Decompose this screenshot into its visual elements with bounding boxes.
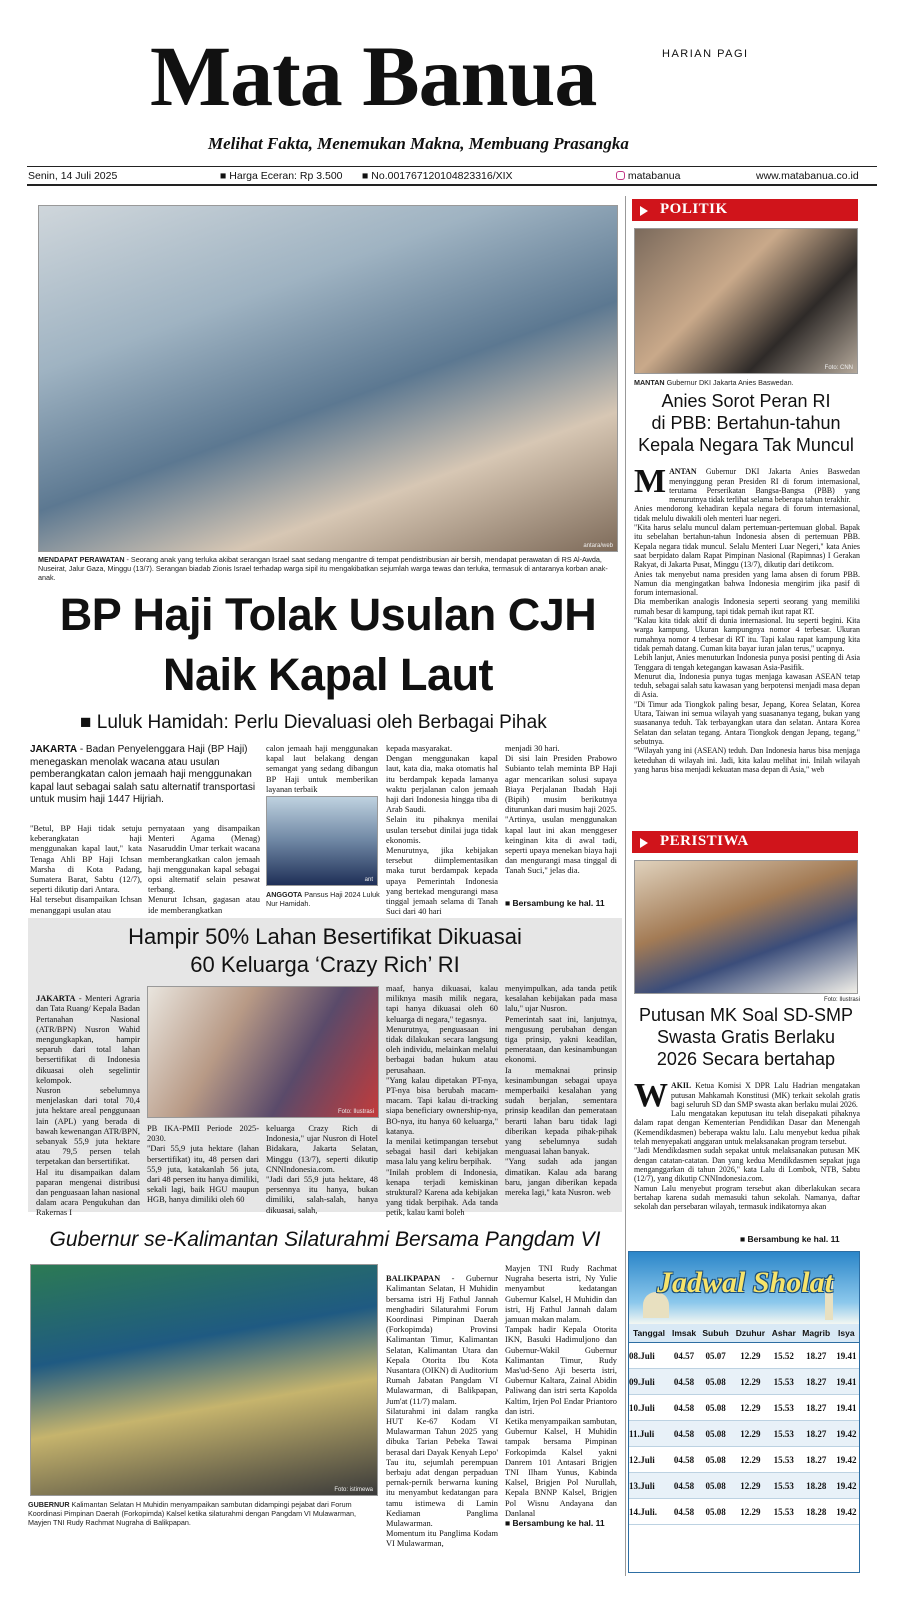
main-lead: [30, 744, 260, 822]
sholat-col-header: Imsak: [669, 1324, 699, 1343]
sholat-time-cell: 19.42: [834, 1447, 859, 1473]
sholat-date-cell: 12.Juli: [629, 1447, 669, 1473]
sholat-rows: [629, 1343, 859, 1525]
lead-text: - Badan Penyelenggara Haji (BP Haji) menegaskan menolak wacana atau usulan pemberangkatan calon jemaah haji menggunakan kapal laut sebagai salah satu alternatif transportasi untuk musim haji 1447 Hijriah.: [30, 744, 256, 805]
peristiwa-headline-1: Putusan MK Soal SD-SMP: [638, 1005, 854, 1025]
story-three-col-2: Mayjen TNI Rudy Rachmat Nugraha beserta istri, Ny Yulie menyambut kedatangan Gubernur Kalsel, H Muhidin dan istri, Hj Fathul Jannah dalam jamuan makan malam. Tampak hadir Kepala Otorita IKN, Basuki Hadimuljono dan Gubernur-Wakil Gubernur Kalimantan Timur, Rudy Mas'ud-Seno Aji beserta istri, Gubernur Kaltara, Zainal Abidin Paliwang dan istri serta Kapolda Kaltim, Irjen Pol Endar Priantoro dan istri. Ketika menyampaikan sambutan, Gubernur Kalsel, H Muhidin tampak bersama Pimpinan Forkopimda Kalsel yakni Danrem 101 Antasari Brigjen TNI Ilham Yunus, Kabinda Kalsel, Brigjen Pol Nurullah, Kepala BNNP Kalsel, Brigjen Pol Wisnu Andayana dan Danlanal: [505, 1264, 617, 1518]
politik-caption-lead: MANTAN: [634, 378, 665, 387]
story-three-col-1-text: - Gubernur Kalimantan Selatan, H Muhidin bersama istri Hj Fathul Jannah menghadiri Silaturahmi Forum Koordinasi Pimpinan Daerah (Forkopimda) Provinsi Kalimantan Timur, Kalimantan Selatan, Kalimantan Utara dan Kepala Otorita Ibu Kota Nusantara (OIKN) di Auditorium Rumah Jabatan Pangdam VI Mulawarman, di Balikpapan, Jum'at (11/7) malam. Silaturahmi ini dalam rangka HUT Ke-67 Kodam VI Mulawarman Tahun 2025 yang dibuka Tarian Pebeka Tawai berasal dari Dayak Kenyah Lepo' Tau itu, sejumlah perempuan berbaju adat dengan perpaduan pernak-pernik berwarna kuning itu menyambut kedatangan para tamu istimewa di Lamin Kediaman Panglima Mulawarman. Momentum itu Panglima Kodam VI Mulawarman,: [386, 1274, 498, 1549]
sholat-time-cell: 12.29: [732, 1343, 769, 1369]
subhead-text: Luluk Hamidah: Perlu Dievaluasi oleh Berbagai Pihak: [96, 712, 547, 733]
sholat-col-header: Subuh: [699, 1324, 732, 1343]
politik-photo-credit: Foto: CNN: [824, 365, 853, 371]
main-col-5: menjadi 30 hari. Di sisi lain Presiden Prabowo Subianto telah meminta BP Haji agar mencarikan solusi supaya Biaya Perjalanan Ibadah Haji (Bipih) musim berikutnya diturunkan dari musim haji 2025. "Artinya, usulan menggunakan kapal laut ini akan menggeser keinginan kita di awal tadi, seperti upaya menekan biaya haji dan mengurangi masa tinggal di Tanah Suci," jelas dia.: [505, 744, 617, 876]
main-photo: [38, 205, 618, 552]
sholat-time-cell: 18.27: [799, 1343, 834, 1369]
main-continue[interactable]: ■ Bersambung ke hal. 11: [505, 898, 605, 908]
masthead: [0, 0, 904, 190]
sholat-time-cell: 18.28: [799, 1473, 834, 1499]
politik-headline: [630, 390, 862, 456]
peristiwa-section-tag: PERISTIWA: [632, 831, 858, 853]
sholat-col-header: Dzuhur: [732, 1324, 769, 1343]
sholat-time-cell: 04.58: [669, 1447, 699, 1473]
story-two-col-1: [36, 984, 140, 1218]
story-three-col-1: [386, 1264, 498, 1564]
sholat-row: [629, 1473, 859, 1499]
sholat-time-cell: 04.58: [669, 1369, 699, 1395]
inset-caption: [266, 890, 380, 908]
sholat-time-cell: 12.29: [732, 1499, 769, 1525]
sholat-time-cell: 05.08: [699, 1421, 732, 1447]
masthead-rule-bottom: [27, 184, 877, 186]
sholat-time-cell: 19.42: [834, 1499, 859, 1525]
caption-text: - Seorang anak yang terluka akibat serangan Israel saat sedang mengantre di tempat pendistribusian air bersih, mendapat perawatan di RS Al-Awda, Nuseirat, Jalur Gaza, Minggu (13/7). Serangan biadab Zionis Israel terhadap warga sipil itu mengakibatkan sejumlah warga tewas dan terluka, termasuk di antaranya korban anak-anak.: [38, 555, 608, 582]
price-text: Harga Eceran: Rp 3.500: [229, 170, 343, 182]
sholat-time-cell: 19.41: [834, 1369, 859, 1395]
sholat-time-cell: 05.08: [699, 1395, 732, 1421]
sholat-time-cell: 18.27: [799, 1447, 834, 1473]
sholat-time-cell: 18.27: [799, 1395, 834, 1421]
sholat-time-cell: 04.58: [669, 1395, 699, 1421]
square-bullet-icon: ■: [362, 170, 372, 182]
sholat-row: [629, 1343, 859, 1369]
politik-drop-word: ANTAN: [669, 467, 697, 477]
issue-text: No.001767120104823316/XIX: [371, 170, 513, 182]
peristiwa-dropcap: W: [634, 1077, 668, 1115]
masthead-tagline: Melihat Fakta, Menemukan Makna, Membuang Prasangka: [208, 134, 629, 153]
story-two-place: JAKARTA: [36, 994, 76, 1004]
sholat-col-header: Magrib: [799, 1324, 834, 1343]
politik-caption: [634, 378, 860, 387]
main-col-2: pernyataan yang disampaikan Menteri Agama (Menag) Nasaruddin Umar terkait wacana memberangkatkan calon jemaah haji menggunakan kapal sebagai opsi alternatif selain pesawat terbang. Menurut Ichsan, gagasan atau ide memberangkatkan: [148, 824, 260, 915]
main-col-4: kepada masyarakat. Dengan menggunakan kapal laut, kata dia, maka otomatis hal itu berdampak kepada lamanya waktu perjalanan calon jemaah haji dari Indonesia hingga tiba di Arab Saudi. Selain itu pihaknya menilai usulan tersebut dinilai juga tidak ekonomis. Menurutnya, jika kebijakan tersebut diimplementasikan maka turut berdampak kepada upaya Pemerintah Indonesia yang bertekad mengurangi masa tinggal jemaah selama di Tanah Suci dari 40 hari: [386, 744, 498, 917]
story-three-place: BALIKPAPAN: [386, 1274, 441, 1284]
main-col-1: "Betul, BP Haji tidak setuju keberangkatan haji menggunakan kapal laut," kata Tenaga Ahli BP Haji Ichsan Marsha di Kota Padang, Sumatera Barat, Sabtu (12/7), seperti dikutip dari Antara. Hal tersebut disampaikan Ichsan menanggapi usulan atau: [30, 824, 142, 915]
sholat-header: [629, 1252, 859, 1324]
sholat-time-cell: 15.53: [769, 1421, 799, 1447]
peristiwa-photo: [634, 860, 858, 994]
sholat-time-cell: 12.29: [732, 1395, 769, 1421]
sholat-time-cell: 04.58: [669, 1499, 699, 1525]
story-two-photo-credit: Foto: Ilustrasi: [337, 1109, 374, 1115]
sholat-time-cell: 05.08: [699, 1473, 732, 1499]
story-two-photo: [147, 986, 379, 1118]
square-bullet-icon: ■: [220, 170, 230, 182]
sholat-time-cell: 15.53: [769, 1369, 799, 1395]
instagram-icon: [616, 171, 625, 180]
story-three-caption-text: Kalimantan Selatan H Muhidin menyampaikan sambutan didampingi pejabat dari Forum Koordinasi Pimpinan Daerah (Forkopimda) Kalsel ketika silaturahmi dengan Pangdam VI Mulawarman, Mayjen TNI Rudy Rachmat Nugraha di Balikpapan.: [28, 1500, 356, 1527]
peristiwa-headline: [630, 1004, 862, 1070]
masthead-price: [220, 170, 343, 182]
sholat-header-row: [629, 1324, 859, 1343]
masthead-title: Mata Banua: [150, 28, 597, 124]
story-three-continue[interactable]: ■ Bersambung ke hal. 11: [505, 1518, 605, 1528]
sholat-row: [629, 1447, 859, 1473]
sholat-time-cell: 19.41: [834, 1343, 859, 1369]
story-three-headline: Gubernur se-Kalimantan Silaturahmi Bersama Pangdam VI: [49, 1228, 601, 1251]
caption-lead: MENDAPAT PERAWATAN: [38, 555, 125, 564]
story-three-caption: [28, 1500, 380, 1527]
story-two-col-1-text: - Menteri Agraria dan Tata Ruang/ Kepala Badan Pertanahan Nasional (ATR/BPN) Nusron Wahid mengungkapkan, hampir separuh dari total lahan bersertifikat di Indonesia dikuasai oleh segelintir kelompok. Nusron sebelumnya menjelaskan dari total 70,4 juta hektare areal penggunaan lain (APL) yang berada di bawah kewenangan ATR/BPN, sebanyak 55,9 juta hektare atau 79,5 persen telah terpetakan dan bersertifikat. Hal itu disampaikan dalam paparan mengenai distribusi dan penguasaan lahan nasional dalam acara Pengukuhan dan Rakernas I: [36, 994, 140, 1218]
story-three-photo-credit: Foto: istimewa: [334, 1487, 373, 1493]
sholat-col-header: Ashar: [769, 1324, 799, 1343]
masthead-date: Senin, 14 Juli 2025: [28, 170, 118, 182]
inset-photo: [266, 796, 378, 886]
peristiwa-headline-2: Swasta Gratis Berlaku: [656, 1027, 836, 1047]
masthead-social[interactable]: [616, 170, 680, 182]
peristiwa-headline-3: 2026 Secara bertahap: [656, 1049, 836, 1069]
peristiwa-body-text: Ketua Komisi X DPR Lalu Hadrian mengatakan putusan Mahkamah Konstitusi (MK) terkait sekolah gratis bagi seluruh SD dan SMP swasta akan berlaku mulai 2026. Lalu mengatakan keputusan itu telah disepakati pihaknya dalam rapat dengan Kementerian Pendidikan Dasar dan Menengah (Kemendikdasmen) beberapa waktu lalu. Lalu menyebut kedua pihak telah menyepakati anggaran untuk melaksanakan program tersebut. "Jadi Mendikdasmen sudah sepakat untuk melaksanakan putusan MK dengan catatan-catatan. Dan yang kedua Mendikdasmen sepakat juga menganggarkan di tahun 2026," kata Lalu di Lombok, NTB, Sabtu (12/7), yang dikutip CNNIndonesia.com. Namun Lalu menyebut program tersebut akan diberlakukan secara bertahap karena sudah memasuki tahun sekolah. Namanya, daftar sekolah dan persebaran wilayah, termasuk indikatornya akan: [634, 1081, 860, 1212]
politik-headline-2: di PBB: Bertahun-tahun: [651, 413, 841, 433]
sholat-col-header: Isya: [834, 1324, 859, 1343]
politik-dropcap: M: [634, 463, 667, 501]
sholat-time-cell: 12.29: [732, 1447, 769, 1473]
masthead-website[interactable]: www.matabanua.co.id: [756, 170, 859, 182]
masthead-edition: HARIAN PAGI: [662, 48, 749, 60]
lead-place: JAKARTA: [30, 744, 78, 755]
masthead-issue: [362, 170, 513, 182]
sholat-time-cell: 05.08: [699, 1369, 732, 1395]
inset-photo-credit: ant: [364, 877, 373, 883]
politik-caption-text: Gubernur DKI Jakarta Anies Baswedan.: [664, 378, 794, 387]
sholat-time-cell: 12.29: [732, 1473, 769, 1499]
politik-photo: [634, 228, 858, 374]
story-two-headline-2: 60 Keluarga ‘Crazy Rich’ RI: [190, 952, 460, 977]
main-photo-credit: antara/web: [583, 543, 613, 549]
inset-caption-lead: ANGGOTA: [266, 890, 303, 899]
main-headline-2: Naik Kapal Laut: [162, 649, 494, 700]
peristiwa-drop-word: AKIL: [671, 1081, 692, 1091]
story-three-photo: [30, 1264, 378, 1496]
sholat-time-cell: 04.57: [669, 1343, 699, 1369]
sholat-time-cell: 15.53: [769, 1473, 799, 1499]
sholat-time-cell: 18.28: [799, 1499, 834, 1525]
sholat-time-cell: 18.27: [799, 1369, 834, 1395]
sholat-date-cell: 10.Juli: [629, 1395, 669, 1421]
sholat-date-cell: 13.Juli: [629, 1473, 669, 1499]
sholat-row: [629, 1395, 859, 1421]
sholat-date-cell: 08.Juli: [629, 1343, 669, 1369]
main-headline-1: BP Haji Tolak Usulan CJH: [59, 589, 597, 640]
politik-body-text: Gubernur DKI Jakarta Anies Baswedan menyinggung peran Presiden RI di forum internasional, terutama Perserikatan Bangsa-Bangsa (PBB) yang menurutnya tidak terlihat selama beberapa tahun terakhir. Anies mendorong kehadiran kepala negara di forum internasional, tidak melulu diwakili oleh menteri luar negeri. "Kita harus selalu muncul dalam pertemuan-pertemuan global. Bapak itu sebelahan bertahun-tahun Indonesia absen di pertemuan PBB. Kepala negara tidak muncul. Selalu Menteri Luar Negeri," kata Anies saat berpidato dalam Rapat Pimpinan Nasional (Rapimnas) I Gerakan Rakyat, di Jakarta Pusat, Minggu (13/7), dikutip dari detikcom. Anies tak menyebut nama presiden yang lama absen di forum PBB. Namun dia mengingatkan bahwa Indonesia mengirim jika pasif di forum internasional. Dia memberikan analogis Indonesia seperti seorang yang memiliki rumah besar di kampung, tapi tidak pernah ikut rapat RT. "Kalau kita tidak aktif di dunia internasional. Itu seperti begini. Kita warga kampung. Ukuran kampungnya nomor 4 terbesar. Ukuran rumahnya nomor 4 terbesar di RT itu. Tapi kalau rapat kampung kita tidak pernah datang. Cuman kita bayar iuran jalan terus," ucapnya. Lebih lanjut, Anies menuturkan Indonesia punya posisi penting di Asia Tenggara di tengah ketegangan kawasan Asia-Pasifik. Menurut dia, Indonesia punya tugas menjaga kawasan ASEAN tetap teduh, sebagai salah satu kawasan yang berpotensi menjadi masa depan di Asia. "Di Timur ada Tiongkok paling besar, Jepang, Korea Selatan, Korea Utara, Taiwan ini semua wilayah yang suasananya tegang, bukan yang suasananya teduh. Tak terbayangkan utara dan selatan. Antara Korea Selatan dan selatan tegang. Antara Tiongkok dengan Jepang, tegang," sebutnya. "Wilayah yang ini (ASEAN) teduh. Dan Indonesia harus bisa menjaga keteduhan di wilayah ini. Jadi, kita kalau melihat ini. Inilah wilayah yang harus bisa menjadi kekuatan masa depan di Asia," web: [634, 467, 860, 774]
sholat-time-cell: 04.58: [669, 1421, 699, 1447]
sholat-box: [628, 1251, 860, 1573]
politik-body: [634, 458, 860, 828]
sholat-row: [629, 1369, 859, 1395]
politik-headline-1: Anies Sorot Peran RI: [661, 391, 831, 411]
sholat-time-cell: 05.08: [699, 1499, 732, 1525]
sholat-date-cell: 09.Juli: [629, 1369, 669, 1395]
sholat-time-cell: 15.53: [769, 1395, 799, 1421]
sholat-date-cell: 14.Juli.: [629, 1499, 669, 1525]
main-col-3: calon jemaah haji menggunakan kapal laut belakang dengan semangat yang sedang dibangun BP Haji untuk memberikan layanan terbaik: [266, 744, 378, 794]
main-photo-caption: [38, 555, 618, 582]
peristiwa-continue[interactable]: ■ Bersambung ke hal. 11: [740, 1234, 840, 1244]
politik-headline-3: Kepala Negara Tak Muncul: [638, 435, 854, 455]
square-bullet-icon: ■: [80, 712, 97, 733]
masthead-rule-top: [27, 166, 877, 167]
inset-caption-text: Pansus Haji 2024 Luluk Nur Hamidah.: [266, 890, 380, 908]
story-three-caption-lead: GUBERNUR: [28, 1500, 70, 1509]
main-subhead: [80, 712, 547, 734]
sholat-time-cell: 15.53: [769, 1499, 799, 1525]
sholat-time-cell: 15.53: [769, 1447, 799, 1473]
peristiwa-body: [634, 1072, 860, 1234]
sholat-title: Jadwal Sholat: [657, 1266, 833, 1299]
sholat-time-cell: 19.42: [834, 1473, 859, 1499]
story-two-col-3: keluarga Crazy Rich di Indonesia," ujar Nusron di Hotel Bidakara, Jakarta Selatan, Minggu (13/7), seperti dikutip CNNIndonesia.com. "Jadi dari 55,9 juta hektare, 48 persennya itu hanya, bukan dimiliki, salah-salah, hanya dikuasai, salah,: [266, 1124, 378, 1215]
story-two-col-4: maaf, hanya dikuasai, kalau miliknya masih milik negara, tapi hanya dikuasai oleh 60 keluarga di negara," tegasnya. Menurutnya, penguasaan ini tidak dilakukan secara langsung oleh individu, melainkan melalui berbagai badan hukum atau perusahaan. "Yang kalau dipetakan PT-nya, PT-nya bisa berubah macam-macam. Tapi kalau di-tracking siapa beneficiary ownership-nya, BO-nya, itu hanya 60 keluarga," katanya. Ia menilai ketimpangan tersebut sebagai hasil dari kebijakan masa lalu yang keliru berpihak. "Inilah problem di Indonesia, kenapa terjadi kemiskinan struktural? Karena ada kebijakan yang tidak berpihak. Ada tanda petik, kalau kami boleh: [386, 984, 498, 1218]
story-two-headline-1: Hampir 50% Lahan Besertifikat Dikuasai: [128, 924, 522, 949]
sholat-row: [629, 1499, 859, 1525]
sholat-time-cell: 12.29: [732, 1369, 769, 1395]
peristiwa-photo-credit: Foto: Ilustrasi: [824, 997, 861, 1003]
sholat-col-header: Tanggal: [629, 1324, 669, 1343]
story-two-col-5: menyimpulkan, ada tanda petik kesalahan kebijakan pada masa lalu," ujar Nusron. Pemerintah saat ini, lanjutnya, mengusung perubahan dengan tiga prinsip, yakni keadilan, pemerataan, dan kesinambungan ekonomi. Ia memaknai prinsip kesinambungan sebagai upaya memperbaiki kesalahan yang sudah berjalan, sementara prinsip keadilan dan pemerataan berarti lahan baru tidak lagi diberikan kepada pihak-pihak yang sebelumnya sudah menguasai lahan banyak. "Yang sudah ada jangan dimatikan. Kalau ada barang baru, jangan diberikan kepada mereka lagi," kata Nusron. web: [505, 984, 617, 1198]
sholat-time-cell: 15.52: [769, 1343, 799, 1369]
sholat-time-cell: 04.58: [669, 1473, 699, 1499]
story-two-col-2: PB IKA-PMII Periode 2025-2030. "Dari 55,9 juta hektare (lahan bersertifikat) itu, 48 persen dari 55,9 juta, katakanlah 56 juta, dari 48 persen itu hanya dimiliki, sekali lagi, baik HGU maupun HGB, hanya dimiliki oleh 60: [147, 1124, 259, 1205]
column-divider: [625, 196, 626, 1576]
social-handle: matabanua: [627, 170, 681, 182]
sholat-time-cell: 18.27: [799, 1421, 834, 1447]
sholat-table: [629, 1324, 859, 1525]
sholat-time-cell: 12.29: [732, 1421, 769, 1447]
politik-section-tag: POLITIK: [632, 199, 858, 221]
sholat-row: [629, 1421, 859, 1447]
sholat-time-cell: 19.41: [834, 1395, 859, 1421]
sholat-time-cell: 19.42: [834, 1421, 859, 1447]
sholat-date-cell: 11.Juli: [629, 1421, 669, 1447]
sholat-time-cell: 05.08: [699, 1447, 732, 1473]
sholat-time-cell: 05.07: [699, 1343, 732, 1369]
